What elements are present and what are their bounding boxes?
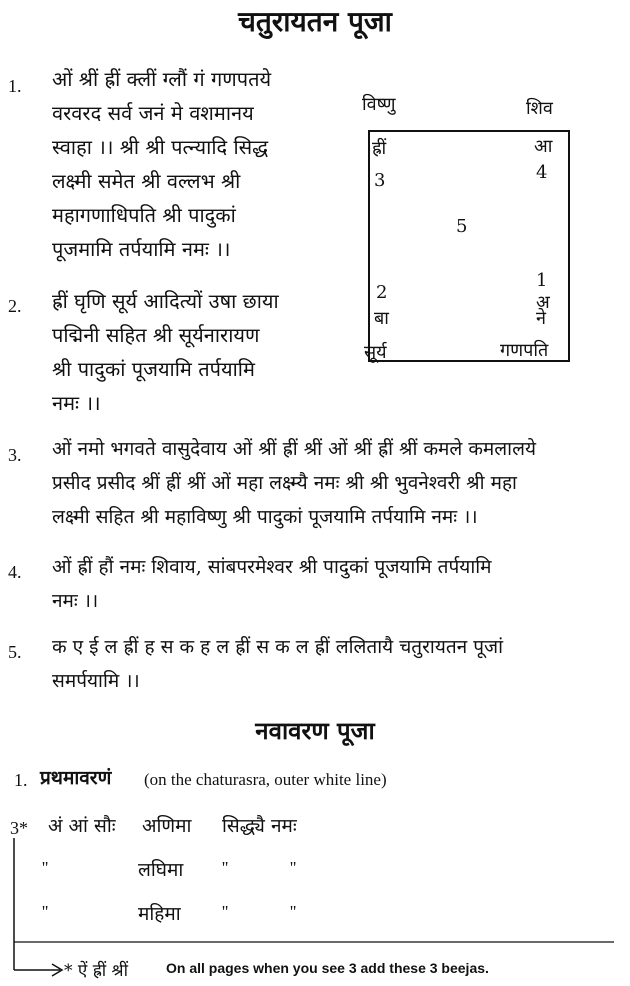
row-bija: अं आं सौः <box>48 815 116 837</box>
text-line: वरवरद सर्व जनं मे वशमानय <box>52 101 254 125</box>
row-mark: 3* <box>10 818 28 838</box>
text-line: पद्मिनी सहित श्री सूर्यनारायण <box>52 323 260 347</box>
diagram-mark: 3 <box>374 170 386 191</box>
item-number: 4. <box>8 562 22 582</box>
diagram-mark: 4 <box>536 162 548 183</box>
text-line: लक्ष्मी समेत श्री वल्लभ श्री <box>52 169 241 193</box>
text-line: समर्पयामि ।। <box>52 670 140 692</box>
item-2-text <box>52 284 279 420</box>
section-title: नवावरण पूजा <box>255 717 375 745</box>
row-end: सिद्ध्यै नमः <box>222 815 297 837</box>
footnote-bijas: * ऐं ह्रीं श्रीं <box>64 961 128 981</box>
navavarana-note: (on the chaturasra, outer white line) <box>144 770 387 789</box>
prathamavaranam-label: प्रथमावरणं <box>40 767 112 789</box>
diagram-mark: आ <box>534 136 553 157</box>
text-line: पूजमामि तर्पयामि नमः ।। <box>52 237 231 261</box>
diagram-mark: बा <box>374 308 389 329</box>
ditto-mark: '' <box>290 902 297 921</box>
item-5-text <box>52 630 503 698</box>
text-line: प्रसीद प्रसीद श्रीं ह्रीं श्रीं ओं महा लक्ष्म्यै नमः श्री श्री भुवनेश्वरी श्री महा <box>52 472 517 494</box>
text-line: क ए ई ल ह्रीं ह स क ह ल ह्रीं स क ल ह्रीं ललितायै चतुरायतन पूजां <box>52 636 504 658</box>
diagram-mark: अ <box>536 292 550 313</box>
text-line: स्वाहा ।। श्री श्री पत्न्यादि सिद्ध <box>52 135 269 159</box>
item-number: 3. <box>8 445 22 465</box>
footnote-text: On all pages when you see 3 add these 3 beejas. <box>166 960 489 976</box>
ditto-mark: '' <box>42 902 49 921</box>
text-line: श्री पादुकां पूजयामि तर्पयामि <box>52 357 255 381</box>
row-name: महिमा <box>138 903 181 925</box>
ditto-mark: '' <box>222 858 229 877</box>
item-1-text <box>52 62 271 266</box>
row-name: लघिमा <box>138 859 184 881</box>
diagram-label-vishnu: विष्णु <box>362 94 396 115</box>
diagram-label-surya: सूर्य <box>364 342 387 363</box>
diagram-label-ganapati: गणपति <box>500 340 549 361</box>
diagram-mark: ह्रीं <box>372 138 387 159</box>
ditto-mark: '' <box>290 858 297 877</box>
text-line: ह्रीं घृणि सूर्य आदित्यों उषा छाया <box>52 289 279 313</box>
diagram-mark: 1 <box>536 270 548 291</box>
diagram-center-number: 5 <box>456 216 468 237</box>
item-4-text <box>52 550 492 618</box>
item-number: 5. <box>8 642 22 662</box>
text-line: लक्ष्मी सहित श्री महाविष्णु श्री पादुकां पूजयामि तर्पयामि नमः ।। <box>52 506 478 528</box>
text-line: नमः ।। <box>52 590 99 612</box>
navavarana-item-number: 1. <box>14 770 28 790</box>
diagram-label-shiva: शिव <box>526 98 553 119</box>
text-line: महागणाधिपति श्री पादुकां <box>52 203 236 227</box>
item-number: 2. <box>8 296 22 316</box>
ditto-mark: '' <box>42 858 49 877</box>
text-line: नमः ।। <box>52 391 101 415</box>
ditto-mark: '' <box>222 902 229 921</box>
diagram-mark: ने <box>536 308 546 329</box>
diagram-mark: 2 <box>376 282 388 303</box>
text-line: ओं श्रीं ह्रीं क्लीं ग्लौं गं गणपतये <box>52 67 272 91</box>
page-title: चतुरायतन पूजा <box>238 5 392 38</box>
item-number: 1. <box>8 76 22 96</box>
item-3-text <box>52 432 536 534</box>
row-name: अणिमा <box>142 815 192 837</box>
text-line: ओं ह्रीं हौं नमः शिवाय, सांबपरमेश्वर श्री पादुकां पूजयामि तर्पयामि <box>52 556 492 578</box>
text-line: ओं नमो भगवते वासुदेवाय ओं श्रीं ह्रीं श्रीं ओं श्रीं ह्रीं श्रीं कमले कमलालये <box>52 438 536 460</box>
